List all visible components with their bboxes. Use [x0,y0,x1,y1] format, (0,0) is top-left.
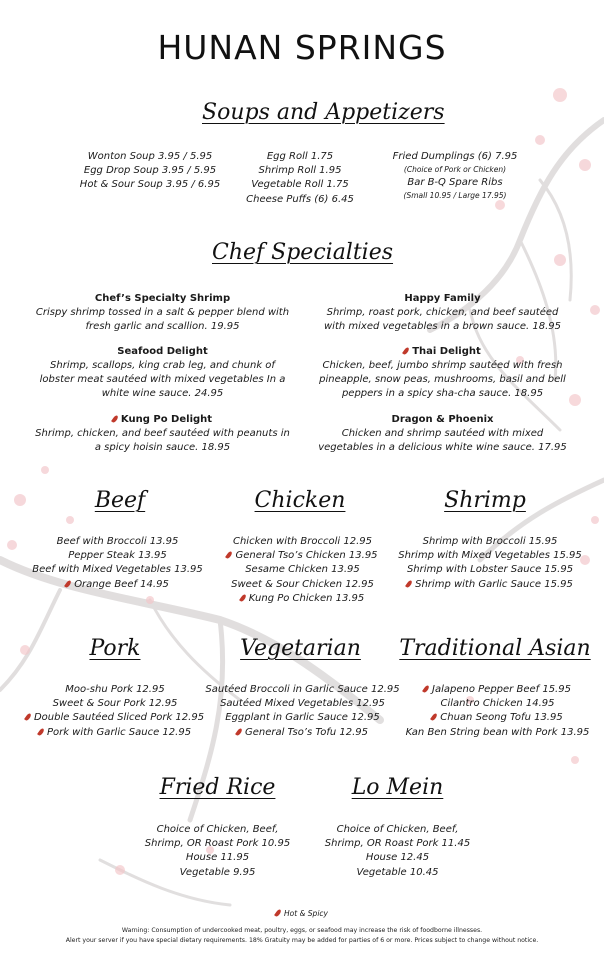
lo-mein-items [315,823,480,880]
menu-item: Cheese Puffs (6) 6.45 [246,193,354,205]
menu-item: Choice of Chicken, Beef, [156,824,279,835]
menu-item: Shrimp, OR Roast Pork 10.95 [144,838,291,850]
menu-item: Pepper Steak 13.95 [68,550,167,562]
menu-item: Sweet & Sour Chicken 12.95 [231,578,374,590]
specialty-name: Seafood Delight [117,346,208,357]
menu-item: Egg Drop Soup 3.95 / 5.95 [83,165,217,177]
menu-item: Sautéed Mixed Vegetables 12.95 [220,698,385,710]
warning-text [0,926,604,946]
specialty-description: Shrimp, roast pork, chicken, and beef sautéed with mixed vegetables in a brown sauce. 18.95 [324,307,561,333]
menu-item: Choice of Chicken, Beef, [336,824,459,835]
menu-item: Kan Ben String bean with Pork 13.95 [405,726,590,738]
menu-item: Kung Po Chicken 13.95 [205,592,400,606]
vegetarian-items [195,683,410,740]
section-title-traditional-asian: Traditional Asian [399,636,591,661]
menu-item-note: (Small 10.95 / Large 17.95) [403,191,507,201]
specialty-name: Kung Po Delight [35,412,290,427]
section-title-fried-rice: Fried Rice [159,775,276,800]
pepper-icon [239,593,247,602]
menu-item: Moo-shu Pork 12.95 [65,684,165,695]
menu-item: Chicken with Broccoli 12.95 [232,536,373,547]
section-title-vegetarian: Vegetarian [240,636,361,661]
menu-item: Vegetable 10.45 [356,866,439,878]
menu-item: Egg Roll 1.75 [266,151,334,162]
soups-column-1 [60,150,240,193]
pepper-icon [274,909,282,918]
menu-item: Beef with Mixed Vegetables 13.95 [32,564,203,576]
menu-item: Sweet & Sour Pork 12.95 [52,698,178,710]
menu-item: House 12.45 [365,852,430,864]
specialty-item [315,344,570,402]
traditional-asian-items [395,683,600,740]
menu-item: Sesame Chicken 13.95 [245,564,360,576]
menu-item: General Tso’s Tofu 12.95 [195,726,410,740]
restaurant-name: HUNAN SPRINGS [157,28,447,67]
menu-item: Wonton Soup 3.95 / 5.95 [87,151,213,162]
spicy-legend [0,909,604,918]
specialty-name: Happy Family [404,293,481,304]
menu-item: Shrimp with Mixed Vegetables 15.95 [398,550,582,562]
section-title-beef: Beef [94,488,146,513]
menu-item: House 11.95 [185,852,250,864]
pepper-icon [24,713,32,722]
warning-line: Alert your server if you have special dietary requirements. 18% Gratuity may be added for parties of 6 or more. Prices subject to change without notice. [65,937,539,944]
menu-item: Vegetable Roll 1.75 [251,179,349,191]
menu-item: Vegetable 9.95 [179,866,256,878]
menu-item: Hot & Sour Soup 3.95 / 6.95 [79,179,221,191]
section-title-chef: Chef Specialties [212,240,394,265]
pork-items [15,683,215,740]
menu-item: Sautéed Broccoli in Garlic Sauce 12.95 [205,684,400,695]
menu-item: Shrimp with Garlic Sauce 15.95 [390,578,590,592]
specialty-item [315,291,570,334]
section-title-lo-mein: Lo Mein [351,775,444,800]
pepper-icon [111,415,119,424]
section-title-chicken: Chicken [254,488,346,513]
menu-item: Shrimp with Broccoli 15.95 [422,536,558,547]
pepper-icon [430,713,438,722]
menu-item: Beef with Broccoli 13.95 [56,536,179,547]
beef-items [20,535,215,592]
pepper-icon [37,727,45,736]
section-title-shrimp: Shrimp [444,488,526,513]
specialty-name: Chef’s Specialty Shrimp [94,293,231,304]
warning-line: Warning: Consumption of undercooked meat, poultry, eggs, or seafood may increase the risk of foodborne illnesses. [121,927,483,934]
specialty-item [35,412,290,455]
pepper-icon [64,579,72,588]
menu-item: Jalapeno Pepper Beef 15.95 [395,683,600,697]
specialty-description: Chicken, beef, jumbo shrimp sautéed with fresh pineapple, snow peas, mushrooms, basil and bell peppers in a spicy sha-cha sauce. 18.95 [319,360,566,400]
menu-item: Fried Dumplings (6) 7.95 [392,151,518,162]
menu-item: Shrimp with Lobster Sauce 15.95 [406,564,574,576]
soups-column-3 [370,150,540,202]
menu-item: Eggplant in Garlic Sauce 12.95 [225,712,380,724]
pepper-icon [226,551,234,560]
section-title-pork: Pork [89,636,141,661]
menu-item: Pork with Garlic Sauce 12.95 [15,726,215,740]
menu-item: General Tso’s Chicken 13.95 [205,549,400,563]
menu-item: Orange Beef 14.95 [20,578,215,592]
pepper-icon [402,347,410,356]
specialty-description: Chicken and shrimp sautéed with mixed vegetables in a delicious white wine sauce. 17.95 [318,428,567,454]
menu-item: Bar B-Q Spare Ribs [407,177,503,189]
specialty-description: Shrimp, chicken, and beef sautéed with peanuts in a spicy hoisin sauce. 18.95 [35,428,290,454]
chicken-items [205,535,400,606]
pepper-icon [422,685,430,694]
menu-item: Shrimp Roll 1.95 [258,165,342,177]
specialty-item [35,291,290,334]
specialty-item [35,344,290,402]
legend-label: Hot & Spicy [284,909,328,918]
menu-item: Chuan Seong Tofu 13.95 [395,711,600,725]
pepper-icon [235,727,243,736]
menu-item: Shrimp, OR Roast Pork 11.45 [324,838,471,850]
menu-item: Cilantro Chicken 14.95 [440,698,555,710]
shrimp-items [390,535,590,592]
menu-item-note: (Choice of Pork or Chicken) [403,165,507,175]
specialty-name: Thai Delight [315,344,570,359]
pepper-icon [405,579,413,588]
fried-rice-items [135,823,300,880]
menu-item: Double Sautéed Sliced Pork 12.95 [15,711,215,725]
specialty-name: Dragon & Phoenix [391,414,494,425]
specialty-description: Shrimp, scallops, king crab leg, and chunk of lobster meat sautéed with mixed vegetables In a white wine sauce. 24.95 [39,360,286,400]
section-title-soups: Soups and Appetizers [202,100,445,125]
soups-column-2 [230,150,370,207]
specialty-description: Crispy shrimp tossed in a salt & pepper blend with fresh garlic and scallion. 19.95 [35,307,290,333]
specialty-item [315,412,570,455]
